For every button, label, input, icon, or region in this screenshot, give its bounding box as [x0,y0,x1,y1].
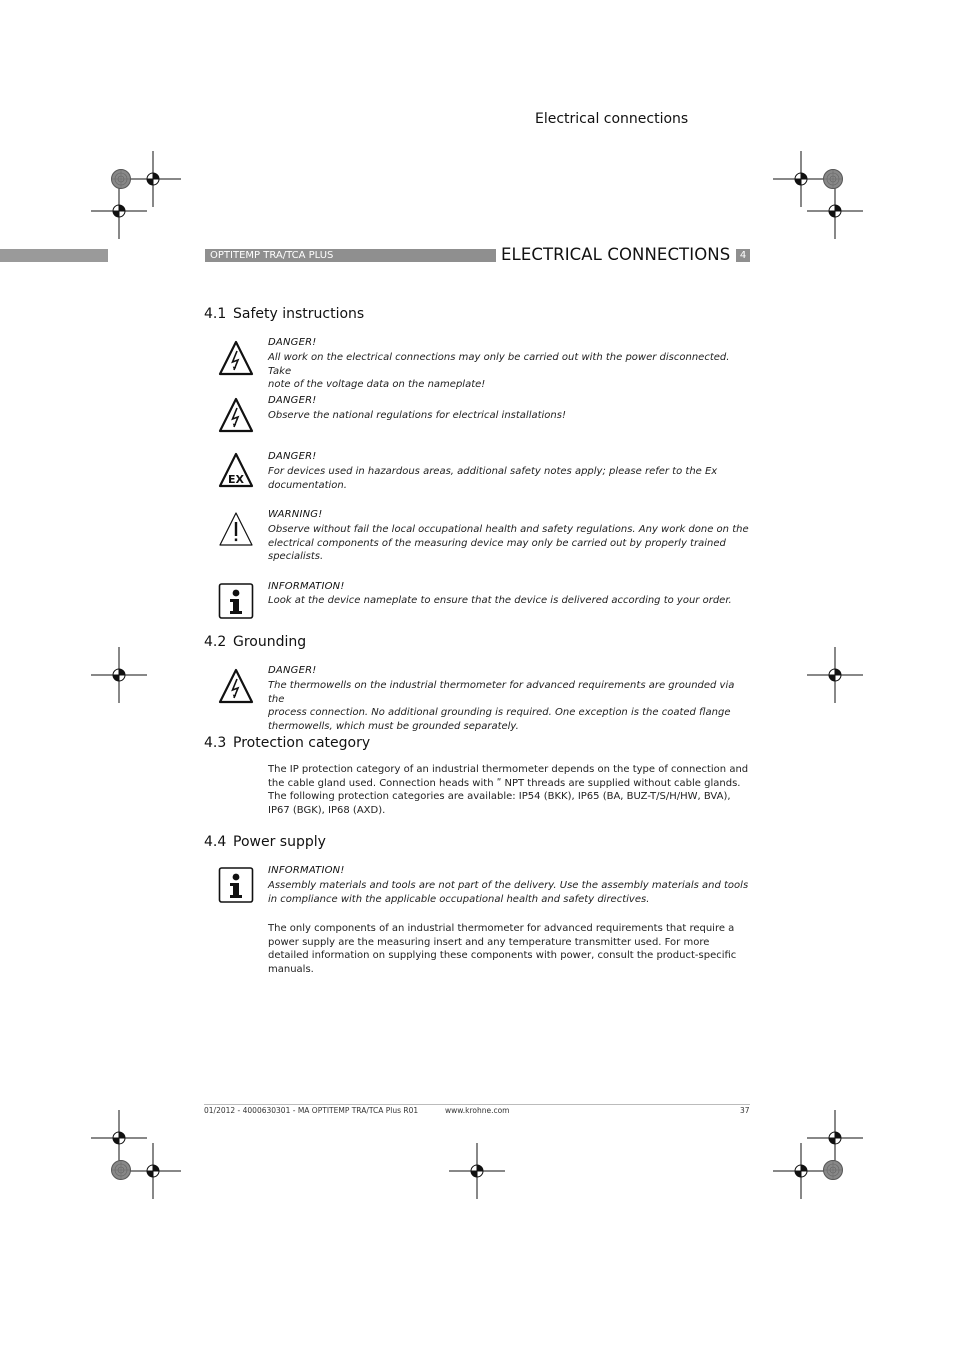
section-title: Protection category [233,735,371,751]
note-line: specialists. [268,551,324,563]
note-text [268,594,753,608]
paragraph-line: The IP protection category of an industrial thermometer depends on the type of connection and [268,764,749,775]
note-line: For devices used in hazardous areas, additional safety notes apply; please refer to the Ex [268,466,718,477]
note-text [268,409,753,423]
section-heading [204,735,370,751]
note-text [268,351,753,392]
chapter-bar-product: OPTITEMP TRA/TCA PLUS [205,249,496,262]
note-type-label: DANGER! [268,337,317,348]
registration-mark-icon [89,645,149,705]
note-line: electrical components of the measuring device may only be carried out by properly trained [268,537,726,549]
note-type-label: DANGER! [268,451,317,462]
note-type-label: WARNING! [268,509,323,520]
paragraph-line: The following protection categories are available: IP54 (BKK), IP65 (BA, BUZ-T/S/H/HW, BVA), [268,791,731,803]
note-text [268,465,753,492]
body-paragraph [268,922,753,976]
section-heading [204,834,326,850]
section-title: Safety instructions [233,306,365,322]
section-number: 4.4 [204,834,227,850]
electric-hazard-icon [218,667,254,705]
body-paragraph [268,763,753,817]
note-type-label: INFORMATION! [268,865,345,876]
print-target-disc-icon [821,167,845,191]
paragraph-line: the cable gland used. Connection heads with ʺ NPT threads are supplied without cable glands. [268,777,741,789]
paragraph-line: IP67 (BGK), IP68 (AXD). [268,804,386,816]
paragraph-line: The only components of an industrial thermometer for advanced requirements that require a [268,923,735,934]
note-line: Assembly materials and tools are not part of the delivery. Use the assembly materials and tools [268,880,749,891]
electric-hazard-icon [218,339,254,377]
note-type-label: DANGER! [268,665,317,676]
footer-page-number: 37 [740,1106,750,1115]
registration-mark-icon [447,1141,507,1201]
section-title: Grounding [233,634,307,650]
note-text [268,879,753,906]
note-line: in compliance with the applicable occupational health and safety directives. [268,893,650,905]
paragraph-line: detailed information on supplying these components with power, consult the product-specific [268,950,737,962]
info-icon [218,866,254,904]
warning-icon [218,510,254,548]
section-number: 4.3 [204,735,227,751]
section-heading [204,634,306,650]
print-target-disc-icon [109,167,133,191]
paragraph-line: power supply are the measuring insert and any temperature transmitter used. For more [268,936,710,948]
note-line: Observe the national regulations for electrical installations! [268,410,566,421]
note-text [268,523,753,564]
section-number: 4.2 [204,634,227,650]
section-title: Power supply [233,834,326,850]
note-line: Look at the device nameplate to ensure that the device is delivered according to your order. [268,595,732,606]
note-text [268,679,753,733]
section-heading [204,306,364,322]
note-line: note of the voltage data on the nameplate! [268,379,486,391]
registration-mark-icon [805,645,865,705]
chapter-number: 4 [736,249,750,262]
chapter-title: ELECTRICAL CONNECTIONS [501,245,731,264]
print-target-disc-icon [109,1158,133,1182]
section-number: 4.1 [204,306,227,322]
page-header-title: Electrical connections [535,111,689,127]
note-type-label: INFORMATION! [268,581,345,592]
print-target-disc-icon [821,1158,845,1182]
electric-hazard-icon [218,396,254,434]
note-line: documentation. [268,479,347,491]
note-line: All work on the electrical connections may only be carried out with the power disconnected. Take [268,352,730,377]
note-line: thermowells, which must be grounded separately. [268,720,519,732]
info-icon [218,582,254,620]
note-line: process connection. No additional grounding is required. One exception is the coated flange [268,707,731,719]
footer-rule [204,1104,750,1105]
paragraph-line: manuals. [268,963,314,975]
note-line: The thermowells on the industrial thermometer for advanced requirements are grounded via the [268,680,735,705]
note-line: Observe without fail the local occupational health and safety regulations. Any work done on the [268,524,749,535]
footer-website: www.krohne.com [445,1106,510,1115]
chapter-bar-left [0,249,108,262]
footer-doc-ref: 01/2012 - 4000630301 - MA OPTITEMP TRA/TCA Plus R01 [204,1106,419,1115]
ex-hazard-icon [218,451,254,489]
svg-text:EX: EX [228,473,244,486]
note-type-label: DANGER! [268,395,317,406]
